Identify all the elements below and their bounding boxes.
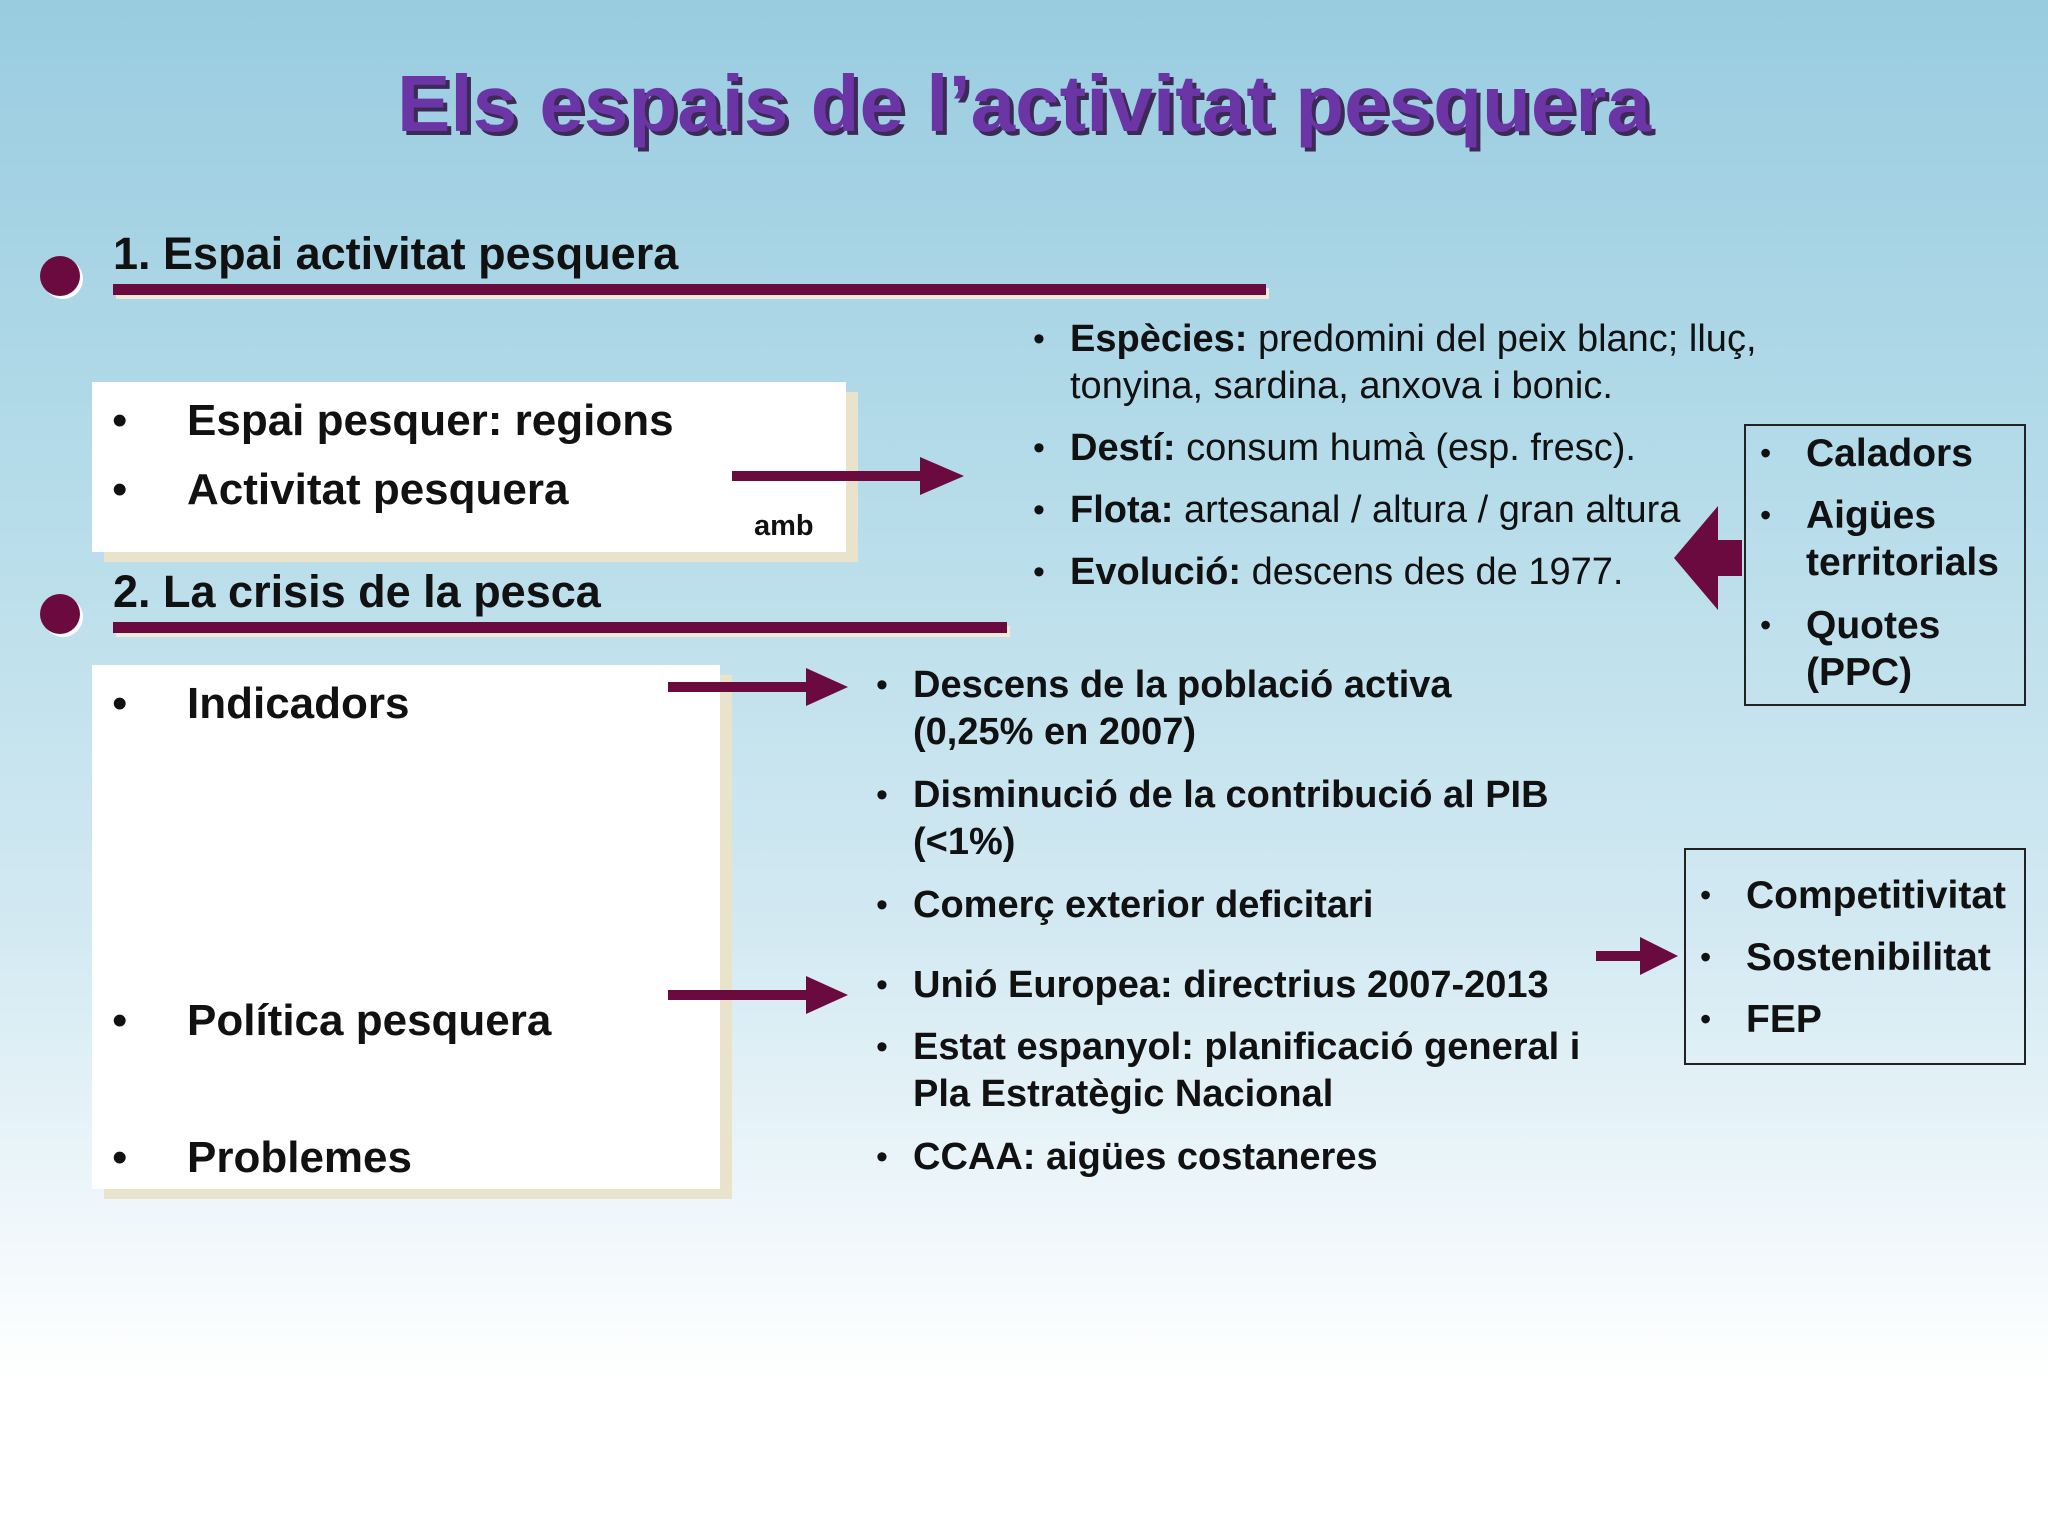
bullet-dot-icon: •: [876, 1028, 888, 1066]
amb-label: amb: [754, 510, 814, 542]
bullet-dot-icon: •: [876, 666, 888, 704]
section2-heading: 2. La crisis de la pesca: [113, 566, 601, 617]
section-bullet-icon: [40, 594, 80, 634]
bullet-dot-icon: •: [112, 465, 128, 514]
section1-underline: [113, 284, 1266, 295]
bullet-dot-icon: •: [1033, 491, 1045, 529]
section1-side-box: • Caladors • Aigües territorials • Quotes (PPC): [1744, 424, 2026, 706]
bullet-dot-icon: •: [1700, 1001, 1712, 1037]
right-arrow-icon: [668, 974, 848, 1018]
bullet-dot-icon: •: [1700, 939, 1712, 975]
section1-heading: 1. Espai activitat pesquera: [113, 228, 679, 279]
bullet-dot-icon: •: [112, 396, 128, 445]
section-bullet-icon: [40, 256, 80, 296]
right-arrow-icon: [732, 455, 964, 499]
bullet-dot-icon: •: [1760, 435, 1772, 471]
bullet-dot-icon: •: [1760, 497, 1772, 533]
slide-title: Els espais de l’activitat pesquera: [397, 59, 1651, 148]
bullet-dot-icon: •: [112, 1133, 128, 1182]
bullet-dot-icon: •: [112, 679, 128, 728]
section2-panel: [92, 665, 720, 1189]
bullet-dot-icon: •: [876, 966, 888, 1004]
bullet-dot-icon: •: [1033, 320, 1045, 358]
bullet-dot-icon: •: [1700, 877, 1712, 913]
bullet-dot-icon: •: [1760, 607, 1772, 643]
bullet-dot-icon: •: [876, 1138, 888, 1176]
left-arrow-icon: [1674, 506, 1742, 610]
bullet-dot-icon: •: [1033, 429, 1045, 467]
bullet-dot-icon: •: [876, 886, 888, 924]
bullet-dot-icon: •: [1033, 553, 1045, 591]
right-arrow-icon: [668, 666, 848, 710]
bullet-dot-icon: •: [876, 776, 888, 814]
section2-side-box: • Competitivitat • Sostenibilitat • FEP: [1684, 848, 2026, 1065]
right-arrow-icon: [1596, 935, 1678, 977]
section2-underline: [113, 622, 1007, 633]
bullet-dot-icon: •: [112, 996, 128, 1045]
